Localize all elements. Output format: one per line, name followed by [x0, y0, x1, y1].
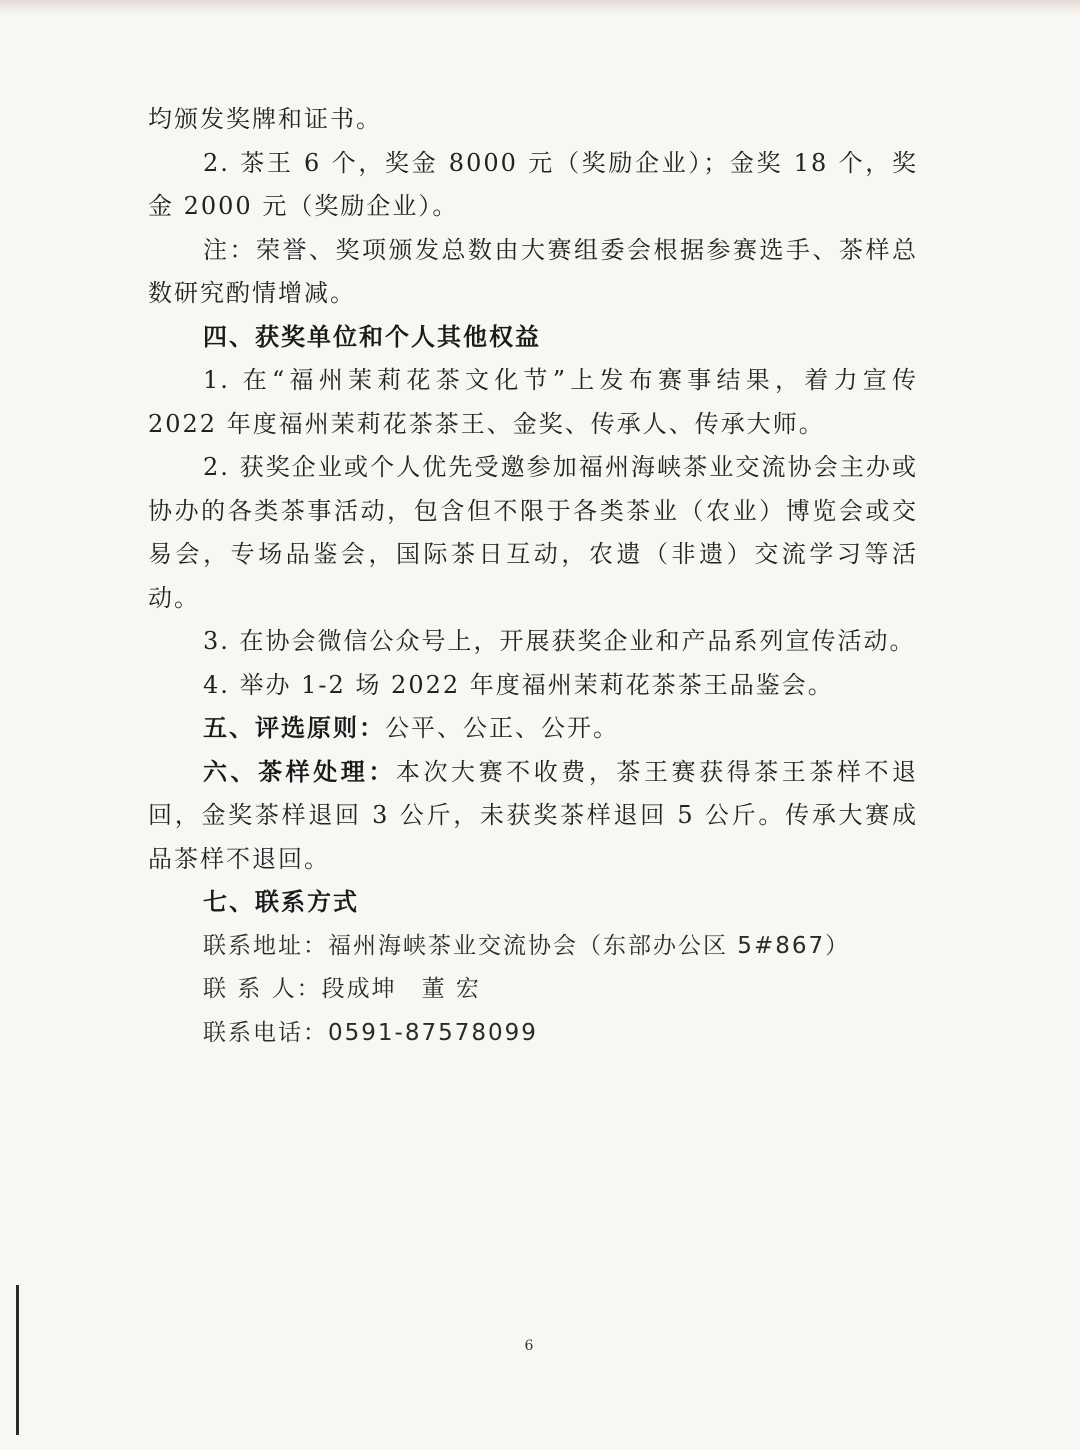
section-5-heading: 五、评选原则： [203, 714, 385, 742]
section-7-heading: 七、联系方式 [203, 888, 359, 916]
section-4-item-4: 4. 举办 1-2 场 2022 年度福州茉莉花茶茶王品鉴会。 [203, 670, 834, 699]
paragraph-tea-king-prizes: 2. 茶王 6 个，奖金 8000 元（奖励企业）；金奖 18 个，奖金 2000 元（奖励企业）。 [148, 148, 918, 220]
section-4-item-1: 1. 在“福州茉莉花茶文化节”上发布赛事结果，着力宣传 2022 年度福州茉莉花茶茶王、金奖、传承人、传承大师。 [148, 366, 918, 438]
page-number: 6 [524, 1338, 534, 1354]
paragraph-note: 注：荣誉、奖项颁发总数由大赛组委会根据参赛选手、茶样总数研究酌情增减。 [148, 235, 918, 307]
scan-top-edge [0, 0, 1080, 14]
document-body [148, 98, 918, 1055]
section-4-item-3: 3. 在协会微信公众号上，开展获奖企业和产品系列宣传活动。 [203, 627, 916, 655]
section-4-heading: 四、获奖单位和个人其他权益 [203, 322, 541, 351]
contact-phone: 联系电话：0591-87578099 [203, 1019, 538, 1046]
contact-address: 联系地址：福州海峡茶业交流协会（东部办公区 5#867） [203, 932, 851, 959]
scan-left-edge-mark [16, 1285, 19, 1435]
section-6-text: 本次大赛不收费，茶王赛获得茶王茶样不退回，金奖茶样退回 3 公斤，未获奖茶样退回 5 公斤。传承大赛成品茶样不退回。 [148, 757, 919, 873]
paragraph-awards-certificates: 均颁发奖牌和证书。 [148, 105, 382, 133]
contact-persons: 联 系 人：段成坤 董 宏 [203, 976, 481, 1002]
section-5-text: 公平、公正、公开。 [385, 714, 619, 742]
section-5 [148, 707, 918, 751]
section-6 [148, 751, 918, 882]
section-4-item-2: 2. 获奖企业或个人优先受邀参加福州海峡茶业交流协会主办或协办的各类茶事活动，包含但不限于各类茶业（农业）博览会或交易会，专场品鉴会，国际茶日互动，农遗（非遗）交流学习等活动。 [148, 453, 918, 612]
section-6-heading: 六、茶样处理： [203, 757, 396, 786]
